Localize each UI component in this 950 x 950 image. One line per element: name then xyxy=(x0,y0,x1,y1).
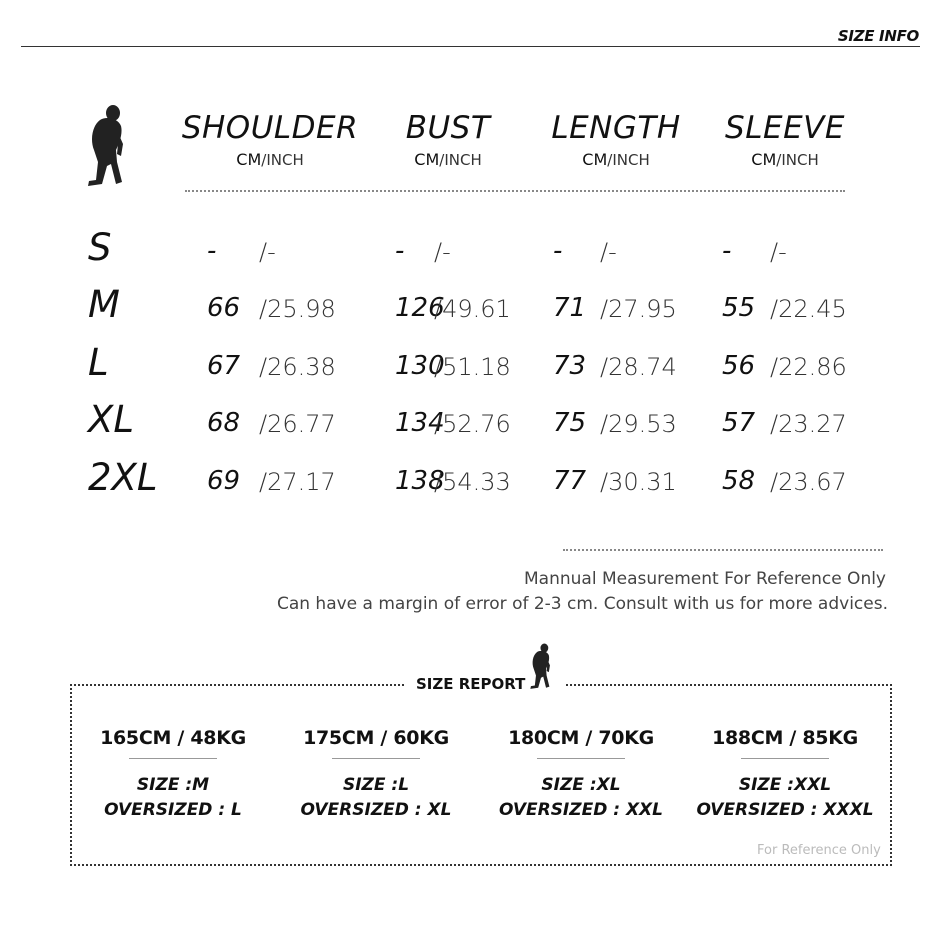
cm-value: 67 xyxy=(207,351,241,381)
report-size-block xyxy=(685,773,885,823)
size-label: S xyxy=(88,226,112,269)
inch-value: /- xyxy=(600,238,617,266)
cm-value: - xyxy=(207,236,217,266)
column-header-sleeve xyxy=(685,110,885,169)
margin-note: Can have a margin of error of 2-3 cm. Consult with us for more advices. xyxy=(276,594,888,614)
inch-value: /29.53 xyxy=(600,410,677,438)
inch-value: /- xyxy=(770,238,787,266)
cm-value: 73 xyxy=(553,351,587,381)
size-info-title: SIZE INFO xyxy=(837,27,919,45)
report-size: SIZE :M xyxy=(136,775,210,795)
cm-value: 55 xyxy=(722,293,756,323)
cm-value: - xyxy=(395,236,405,266)
inch-value: /22.86 xyxy=(770,353,847,381)
cm-value: 138 xyxy=(395,466,445,496)
report-oversized: OVERSIZED : XXXL xyxy=(696,800,874,820)
column-unit: CM/INCH xyxy=(582,150,650,169)
cm-value: 69 xyxy=(207,466,241,496)
inch-value: /- xyxy=(434,238,451,266)
cm-value: 66 xyxy=(207,293,241,323)
notes-dotted-divider xyxy=(563,549,883,551)
header-divider xyxy=(21,46,920,47)
inch-value: /- xyxy=(259,238,276,266)
column-name: BUST xyxy=(405,110,491,146)
inch-value: /26.38 xyxy=(259,353,336,381)
report-size: SIZE :XL xyxy=(541,775,621,795)
report-oversized: OVERSIZED : XL xyxy=(300,800,452,820)
column-unit: CM/INCH xyxy=(414,150,482,169)
report-height-weight: 165CM / 48KG xyxy=(100,727,246,749)
report-underline xyxy=(129,758,217,759)
measurement-note: Mannual Measurement For Reference Only xyxy=(524,569,886,589)
cm-value: 56 xyxy=(722,351,756,381)
walking-ape-icon xyxy=(529,643,553,690)
inch-value: /23.27 xyxy=(770,410,847,438)
report-underline xyxy=(332,758,420,759)
walking-ape-icon xyxy=(86,104,128,188)
reference-footnote: For Reference Only xyxy=(757,843,881,858)
cm-value: 134 xyxy=(395,408,445,438)
inch-value: /51.18 xyxy=(434,353,511,381)
inch-value: /26.77 xyxy=(259,410,336,438)
size-label: M xyxy=(88,283,120,326)
cm-value: - xyxy=(553,236,563,266)
size-label: XL xyxy=(88,398,134,441)
report-height-weight: 175CM / 60KG xyxy=(303,727,449,749)
report-height-weight: 180CM / 70KG xyxy=(508,727,654,749)
header-dotted-divider xyxy=(185,190,845,192)
cm-value: 71 xyxy=(553,293,587,323)
cm-value: 126 xyxy=(395,293,445,323)
report-size: SIZE :L xyxy=(342,775,410,795)
report-size-block xyxy=(276,773,476,823)
column-name: SHOULDER xyxy=(181,110,359,146)
size-label: 2XL xyxy=(88,456,158,499)
cm-value: 57 xyxy=(722,408,756,438)
report-underline xyxy=(537,758,625,759)
inch-value: /25.98 xyxy=(259,295,336,323)
column-name: SLEEVE xyxy=(725,110,845,146)
report-size-block xyxy=(481,773,681,823)
column-unit: CM/INCH xyxy=(236,150,304,169)
inch-value: /30.31 xyxy=(600,468,677,496)
inch-value: /49.61 xyxy=(434,295,511,323)
size-label: L xyxy=(88,341,109,384)
report-size: SIZE :XXL xyxy=(738,775,832,795)
column-unit: CM/INCH xyxy=(751,150,819,169)
inch-value: /52.76 xyxy=(434,410,511,438)
column-name: LENGTH xyxy=(551,110,681,146)
report-underline xyxy=(741,758,829,759)
report-oversized: OVERSIZED : L xyxy=(104,800,242,820)
cm-value: 68 xyxy=(207,408,241,438)
size-report-title: SIZE REPORT xyxy=(416,675,526,693)
inch-value: /27.95 xyxy=(600,295,677,323)
inch-value: /23.67 xyxy=(770,468,847,496)
cm-value: 77 xyxy=(553,466,587,496)
report-height-weight: 188CM / 85KG xyxy=(712,727,858,749)
inch-value: /27.17 xyxy=(259,468,336,496)
inch-value: /54.33 xyxy=(434,468,511,496)
cm-value: 130 xyxy=(395,351,445,381)
inch-value: /28.74 xyxy=(600,353,677,381)
inch-value: /22.45 xyxy=(770,295,847,323)
cm-value: 75 xyxy=(553,408,587,438)
cm-value: 58 xyxy=(722,466,756,496)
column-header-shoulder xyxy=(170,110,370,169)
report-oversized: OVERSIZED : XXL xyxy=(498,800,663,820)
cm-value: - xyxy=(722,236,732,266)
report-size-block xyxy=(73,773,273,823)
